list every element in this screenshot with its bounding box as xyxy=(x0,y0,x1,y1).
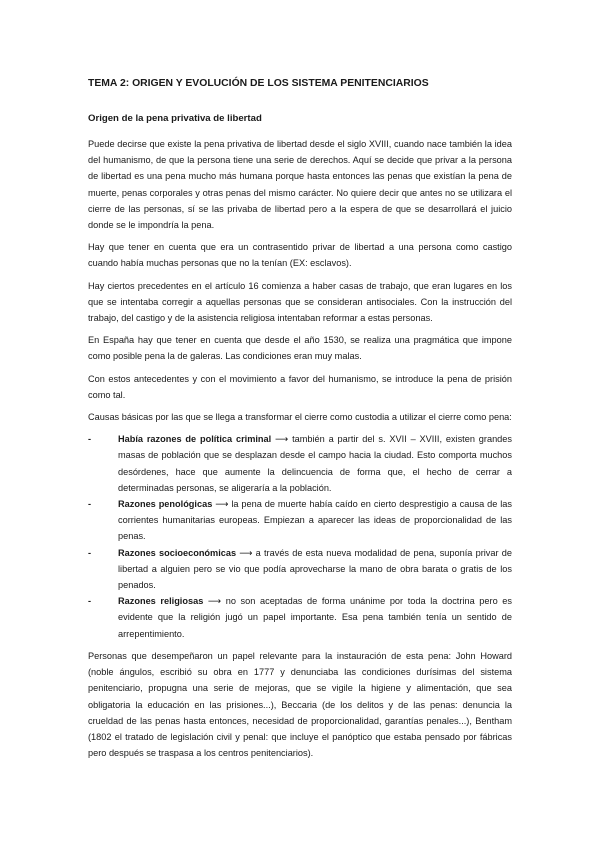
list-item xyxy=(88,593,512,642)
document-title: TEMA 2: ORIGEN Y EVOLUCIÓN DE LOS SISTEMA PENITENCIARIOS xyxy=(88,78,429,89)
list-item-term: Razones religiosas xyxy=(118,596,204,607)
list-item-term: Razones penológicas xyxy=(118,499,213,510)
bullet-marker: - xyxy=(88,547,92,558)
bullet-marker: - xyxy=(88,434,92,445)
list-item xyxy=(88,496,512,545)
paragraph-antecedentes: Con estos antecedentes y con el movimiento a favor del humanismo, se introduce la pena de prisión como tal. xyxy=(88,373,512,400)
paragraph-origin: Puede decirse que existe la pena privativa de libertad desde el siglo XVIII, cuando nace también la idea del humanismo, de que la persona tiene una serie de derechos. Aquí se decide que privar a la persona de libertad es una pena mucho más humana porque hasta entonces las penas que existían la pena de muerte, penas corporales y otras penas del mismo carácter. No quiere decir que antes no se utilizara el cierre de las personas, sí se las privaba de libertad pero a la espera de que se desarrollará el juicio donde se le impondría la pena. xyxy=(88,139,512,231)
paragraph-personas: Personas que desempeñaron un papel relevante para la instauración de esta pena: John Howard (noble ángulos, escribió su obra en 1777 y denunciaba las condiciones durísimas del sistema penitenciario, propugna una serie de mejoras, que se vigile la higiene y alimentación, que sea obligatoria la educación en las prisiones...), Beccaria (de los delitos y de las penas: denuncia la crueldad de las penas hasta entonces, necesidad de proporcionalidad, garantías penales...), Bentham (1802 el tratado de legislación civil y penal: que incluye el panóptico que estaba pensado por fábricas pero después se traspasa a los centros penitenciarios). xyxy=(88,650,512,759)
causes-list xyxy=(88,431,512,642)
bullet-marker: - xyxy=(88,596,92,607)
list-item xyxy=(88,431,512,496)
list-item-text: ⟶ también a partir del s. XVII – XVIII, existen grandes masas de población que se desplazan desde el campo hacia la ciudad. Esto comporta muchos desórdenes, hace que aumente la delincuencia de forma que, el hecho de cerrar a determinadas personas, se aligeraría a la población. xyxy=(118,434,512,493)
paragraph-causas: Causas básicas por las que se llega a transformar el cierre como custodia a utilizar el cierre como pena: xyxy=(88,412,512,423)
list-item-term: Razones socioeconómicas xyxy=(118,547,237,558)
paragraph-contrasentido: Hay que tener en cuenta que era un contrasentido privar de libertad a una persona como castigo cuando había muchas personas que no la tenían (EX: esclavos). xyxy=(88,242,512,269)
list-item xyxy=(88,545,512,594)
paragraph-precedentes: Hay ciertos precedentes en el artículo 16 comienza a haber casas de trabajo, que eran lugares en los que se intentaba corregir a aquellas personas que se consideran antisociales. Con la instrucción del trabajo, del castigo y de la asistencia religiosa intentaban reformar a estas personas. xyxy=(88,280,512,324)
list-item-term: Había razones de política criminal xyxy=(118,434,272,445)
section-heading: Origen de la pena privativa de libertad xyxy=(88,113,262,124)
list-item-text: ⟶ la pena de muerte había caído en cierto desprestigio a causa de las corrientes humanitarias europeas. Empiezan a aparecer las ideas de proporcionalidad de las penas. xyxy=(118,499,512,542)
paragraph-espana: En España hay que tener en cuenta que desde el año 1530, se realiza una pragmática que impone como posible pena la de galeras. Las condiciones eran muy malas. xyxy=(88,335,512,362)
list-item-text: ⟶ no son aceptadas de forma unánime por toda la doctrina pero es evidente que la religión jugó un papel importante. Esa pena también tenía un sentido de arrepentimiento. xyxy=(118,596,513,639)
bullet-marker: - xyxy=(88,499,92,510)
list-item-text: ⟶ a través de esta nueva modalidad de pena, suponía privar de libertad a alguien pero se vio que podía aprovecharse la mano de obra barata o gratis de los penados. xyxy=(118,547,512,591)
